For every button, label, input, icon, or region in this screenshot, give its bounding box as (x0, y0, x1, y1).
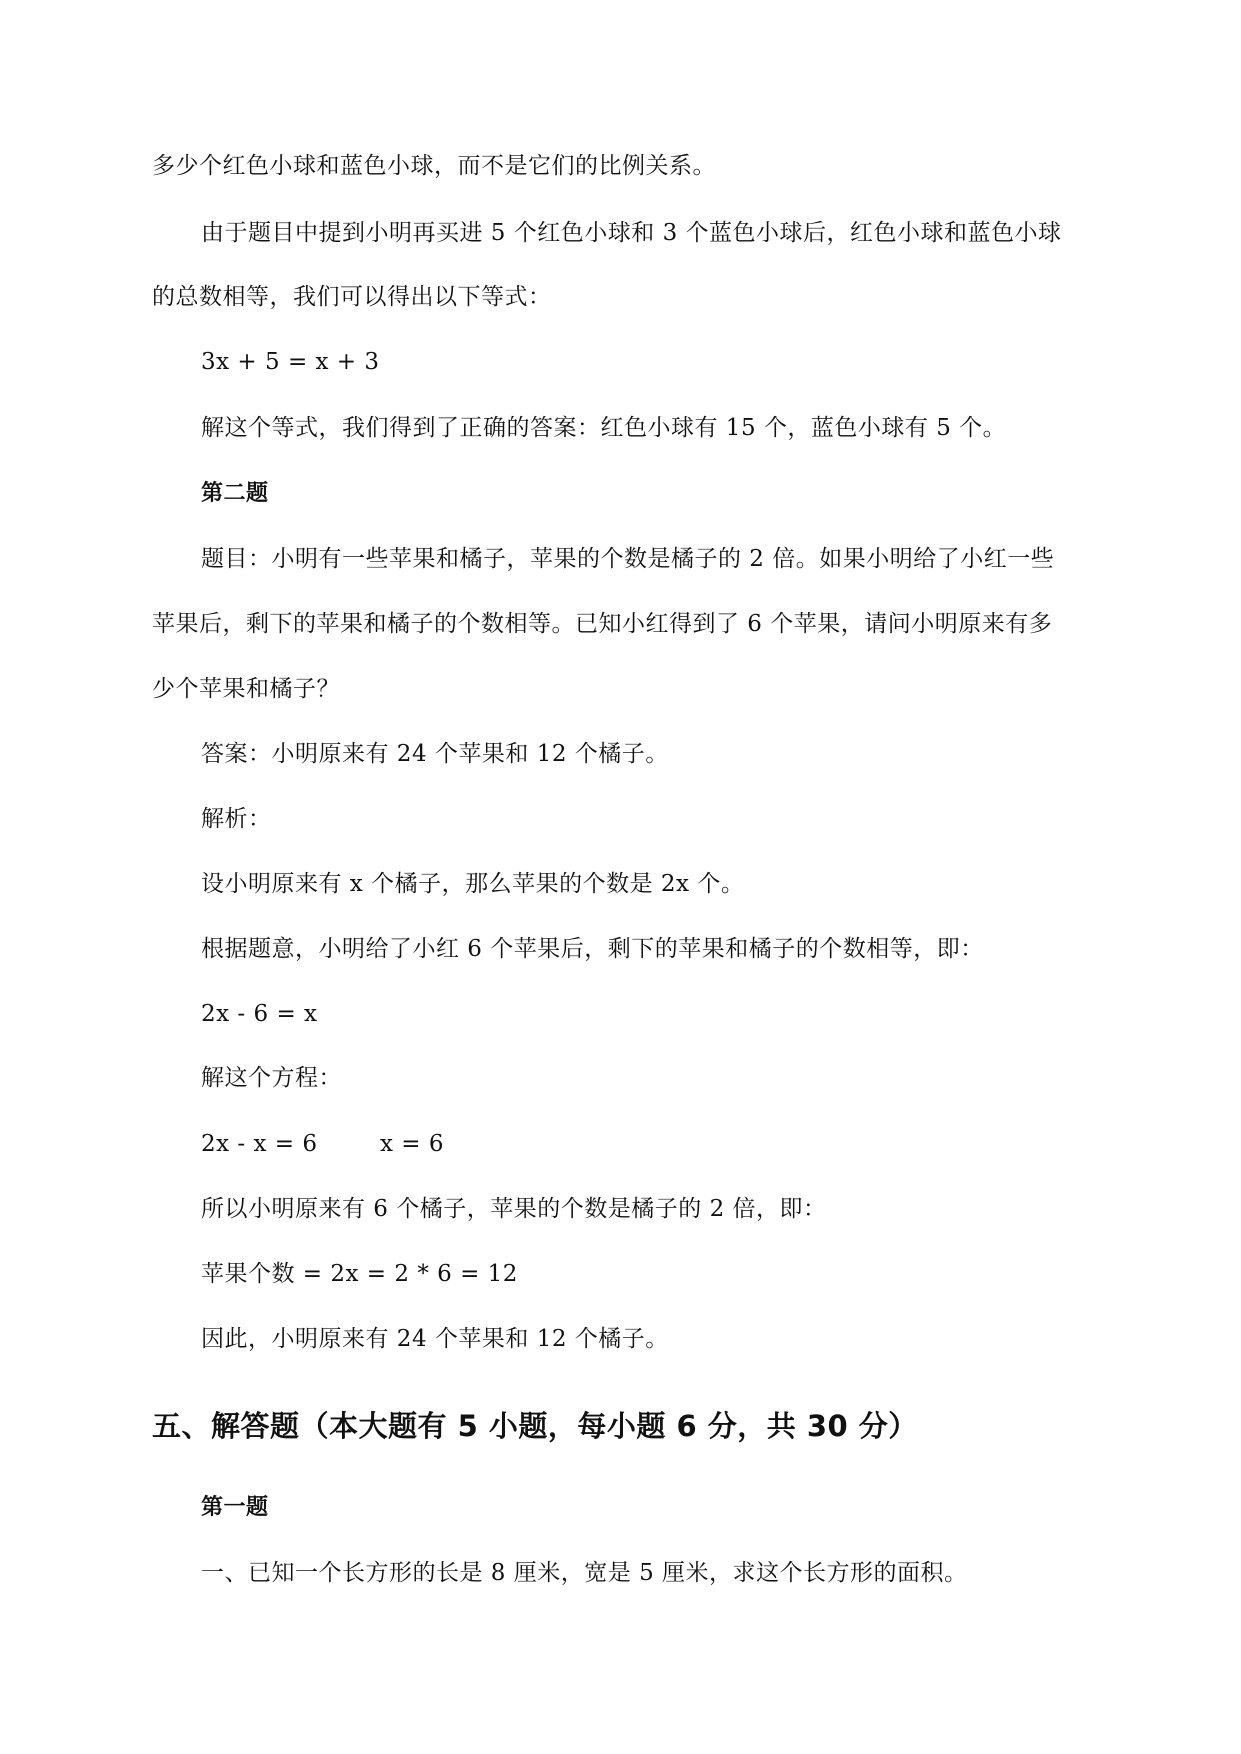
paragraph-line: 解这个方程： (201, 1065, 342, 1091)
paragraph-line: 根据题意，小明给了小红 6 个苹果后，剩下的苹果和橘子的个数相等，即： (201, 936, 984, 962)
paragraph-line: 设小明原来有 x 个橘子，那么苹果的个数是 2x 个。 (201, 871, 745, 897)
paragraph-line: 解这个等式，我们得到了正确的答案：红色小球有 15 个，蓝色小球有 5 个。 (201, 415, 1007, 441)
analysis-label: 解析： (201, 806, 272, 832)
equation-line: 2x - 6 = x (201, 1001, 318, 1027)
paragraph-line: 苹果后，剩下的苹果和橘子的个数相等。已知小红得到了 6 个苹果，请问小明原来有多 (152, 611, 1053, 637)
section-heading: 五、解答题（本大题有 5 小题，每小题 6 分，共 30 分） (152, 1409, 918, 1443)
subheading-question-two: 第二题 (201, 481, 269, 506)
paragraph-line: 由于题目中提到小明再买进 5 个红色小球和 3 个蓝色小球后，红色小球和蓝色小球 (201, 220, 1062, 246)
paragraph-line: 的总数相等，我们可以得出以下等式： (152, 284, 552, 310)
equation-line: 3x + 5 = x + 3 (201, 349, 380, 375)
paragraph-line: 少个苹果和橘子？ (152, 676, 340, 702)
paragraph-line: 所以小明原来有 6 个橘子，苹果的个数是橘子的 2 倍，即： (201, 1196, 827, 1222)
paragraph-line: 因此，小明原来有 24 个苹果和 12 个橘子。 (201, 1326, 669, 1352)
paragraph-line: 一、已知一个长方形的长是 8 厘米，宽是 5 厘米，求这个长方形的面积。 (201, 1560, 968, 1586)
answer-line: 答案：小明原来有 24 个苹果和 12 个橘子。 (201, 741, 669, 767)
subheading-question-one: 第一题 (201, 1495, 269, 1520)
equation-line: 2x - x = 6 x = 6 (201, 1131, 444, 1157)
paragraph-line: 多少个红色小球和蓝色小球，而不是它们的比例关系。 (152, 153, 716, 179)
paragraph-line: 题目：小明有一些苹果和橘子，苹果的个数是橘子的 2 倍。如果小明给了小红一些 (201, 546, 1055, 572)
equation-line: 苹果个数 = 2x = 2 * 6 = 12 (201, 1261, 518, 1287)
